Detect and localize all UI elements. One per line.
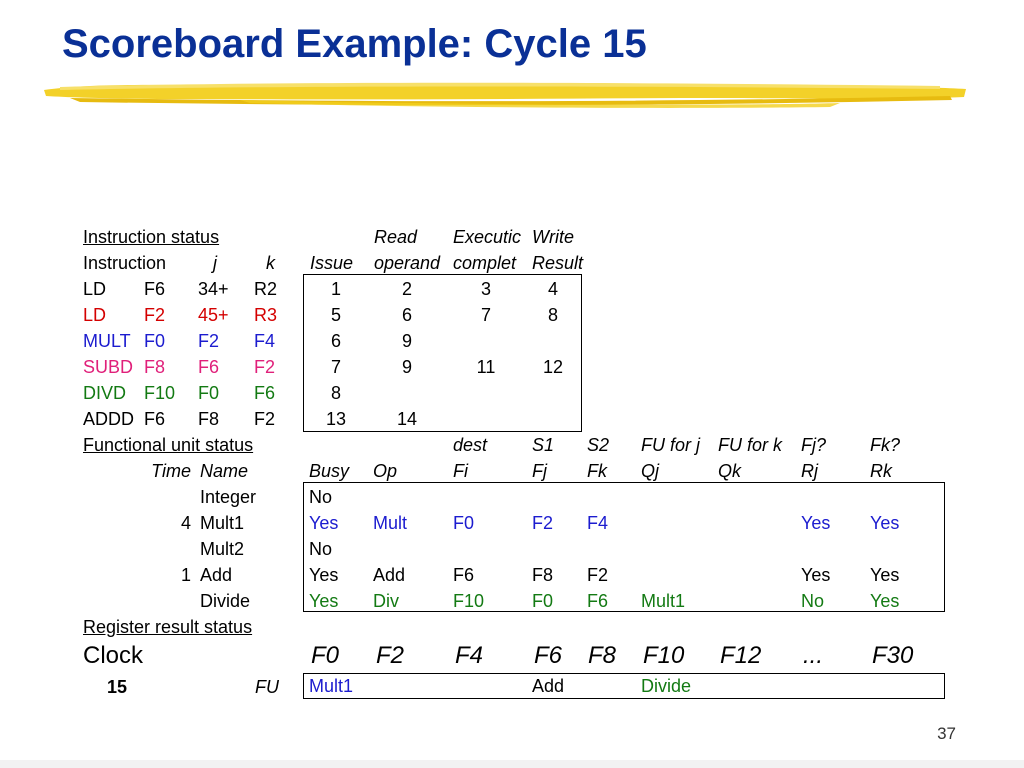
register-header: F12 <box>720 642 762 669</box>
fu-fi: F0 <box>453 513 475 533</box>
instr-op: SUBD <box>83 357 134 377</box>
instr-exec: 3 <box>480 279 491 299</box>
fu-rk: Yes <box>870 565 900 585</box>
fu-hdr-s2: S2 <box>587 435 610 455</box>
fu-busy: Yes <box>309 565 339 585</box>
instr-j: F8 <box>198 409 220 429</box>
fu-rk: Yes <box>870 513 900 533</box>
register-result-box <box>303 673 945 699</box>
fu-busy: No <box>309 487 333 507</box>
fu-hdr-qj: Qj <box>641 461 659 481</box>
instr-dest: F6 <box>144 409 166 429</box>
fu-fi: F10 <box>453 591 485 611</box>
register-header: F6 <box>534 642 563 669</box>
fu-hdr-dest: dest <box>453 435 488 455</box>
instr-dest: F0 <box>144 331 166 351</box>
instr-j: F0 <box>198 383 220 403</box>
instr-op: LD <box>83 305 107 325</box>
instr-op: LD <box>83 279 107 299</box>
instr-k: F2 <box>254 409 276 429</box>
fu-busy: Yes <box>309 591 339 611</box>
instr-j: 34+ <box>198 279 229 299</box>
instr-dest: F2 <box>144 305 166 325</box>
instr-k: F4 <box>254 331 276 351</box>
fu-fi: F6 <box>453 565 475 585</box>
fu-hdr-time: Time <box>151 461 191 481</box>
instr-issue: 8 <box>330 383 341 403</box>
instr-read: 2 <box>401 279 412 299</box>
register-value: Divide <box>641 676 692 696</box>
fu-time: 4 <box>180 513 191 533</box>
fu-hdr-rj: Rj <box>801 461 818 481</box>
instruction-status-label: Instruction status <box>83 227 220 247</box>
register-header: F30 <box>872 642 914 669</box>
register-header: F10 <box>643 642 685 669</box>
hdr-instruction: Instruction <box>83 253 167 273</box>
fu-hdr-name: Name <box>200 461 249 481</box>
register-value: Add <box>532 676 565 696</box>
instr-exec: 11 <box>476 357 496 377</box>
instr-read: 9 <box>401 331 412 351</box>
instr-op: MULT <box>83 331 131 351</box>
slide-title: Scoreboard Example: Cycle 15 <box>62 22 647 66</box>
functional-unit-status-label: Functional unit status <box>83 435 254 455</box>
hdr-write-top: Write <box>532 227 574 247</box>
fu-op: Div <box>373 591 399 611</box>
fu-hdr-fu-for-k: FU for k <box>718 435 783 455</box>
register-value: Mult1 <box>309 676 354 696</box>
fu-name: Mult1 <box>200 513 245 533</box>
fu-name: Divide <box>200 591 251 611</box>
fu-op: Mult <box>373 513 408 533</box>
fu-hdr-fk: Fk <box>587 461 607 481</box>
fu-busy: No <box>309 539 333 559</box>
instr-j: F2 <box>198 331 220 351</box>
fu-fk: F4 <box>587 513 609 533</box>
fu-rk: Yes <box>870 591 900 611</box>
hdr-j: j <box>213 253 217 273</box>
fu-qj: Mult1 <box>641 591 686 611</box>
register-header: F0 <box>311 642 340 669</box>
fu-hdr-s1: S1 <box>532 435 555 455</box>
hdr-k: k <box>266 253 275 273</box>
instr-read: 6 <box>401 305 412 325</box>
fu-hdr-rk: Rk <box>870 461 892 481</box>
fu-name: Integer <box>200 487 257 507</box>
hdr-exec: complet <box>453 253 517 273</box>
fu-fj: F8 <box>532 565 554 585</box>
instr-k: R2 <box>254 279 278 299</box>
instr-op: DIVD <box>83 383 127 403</box>
instr-k: F2 <box>254 357 276 377</box>
instr-issue: 13 <box>325 409 347 429</box>
instr-dest: F6 <box>144 279 166 299</box>
fu-time: 1 <box>180 565 191 585</box>
fu-fk: F6 <box>587 591 609 611</box>
register-result-status-label: Register result status <box>83 617 253 637</box>
functional-unit-status-box <box>303 482 945 612</box>
instr-k: R3 <box>254 305 278 325</box>
fu-hdr-fi: Fi <box>453 461 468 481</box>
fu-name: Mult2 <box>200 539 245 559</box>
hdr-read-top: Read <box>374 227 418 247</box>
fu-name: Add <box>200 565 233 585</box>
instr-exec: 7 <box>480 305 491 325</box>
instr-write: 4 <box>547 279 558 299</box>
fu-fk: F2 <box>587 565 609 585</box>
footer-band <box>0 760 1024 768</box>
clock-label: Clock <box>83 642 144 669</box>
instr-issue: 5 <box>330 305 341 325</box>
fu-hdr-qk: Qk <box>718 461 742 481</box>
fu-fj: F2 <box>532 513 554 533</box>
instr-read: 14 <box>396 409 418 429</box>
fu-hdr-fj-q: Fj? <box>801 435 827 455</box>
register-header: F4 <box>455 642 484 669</box>
hdr-exec-top: Executic <box>453 227 522 247</box>
instr-write: 12 <box>542 357 564 377</box>
instr-j: F6 <box>198 357 220 377</box>
fu-hdr-fj: Fj <box>532 461 547 481</box>
instr-read: 9 <box>401 357 412 377</box>
instr-op: ADDD <box>83 409 135 429</box>
hdr-issue: Issue <box>310 253 354 273</box>
instr-issue: 1 <box>330 279 341 299</box>
register-header: F2 <box>376 642 405 669</box>
fu-row-label: FU <box>255 677 279 697</box>
fu-busy: Yes <box>309 513 339 533</box>
fu-rj: Yes <box>801 513 831 533</box>
fu-hdr-fk-q: Fk? <box>870 435 901 455</box>
fu-op: Add <box>373 565 406 585</box>
fu-hdr-fu-for-j: FU for j <box>641 435 701 455</box>
fu-rj: Yes <box>801 565 831 585</box>
instr-dest: F10 <box>144 383 176 403</box>
instr-issue: 6 <box>330 331 341 351</box>
register-header: ... <box>803 642 824 669</box>
instr-k: F6 <box>254 383 276 403</box>
fu-rj: No <box>801 591 825 611</box>
hdr-write: Result <box>532 253 584 273</box>
title-brush-underline <box>40 76 970 110</box>
hdr-read: operand <box>374 253 441 273</box>
instr-write: 8 <box>547 305 558 325</box>
fu-hdr-busy: Busy <box>309 461 350 481</box>
clock-value: 15 <box>107 677 128 697</box>
instr-dest: F8 <box>144 357 166 377</box>
fu-fj: F0 <box>532 591 554 611</box>
fu-hdr-op: Op <box>373 461 398 481</box>
instr-issue: 7 <box>330 357 341 377</box>
register-header: F8 <box>588 642 617 669</box>
page-number: 37 <box>937 724 956 743</box>
instr-j: 45+ <box>198 305 229 325</box>
